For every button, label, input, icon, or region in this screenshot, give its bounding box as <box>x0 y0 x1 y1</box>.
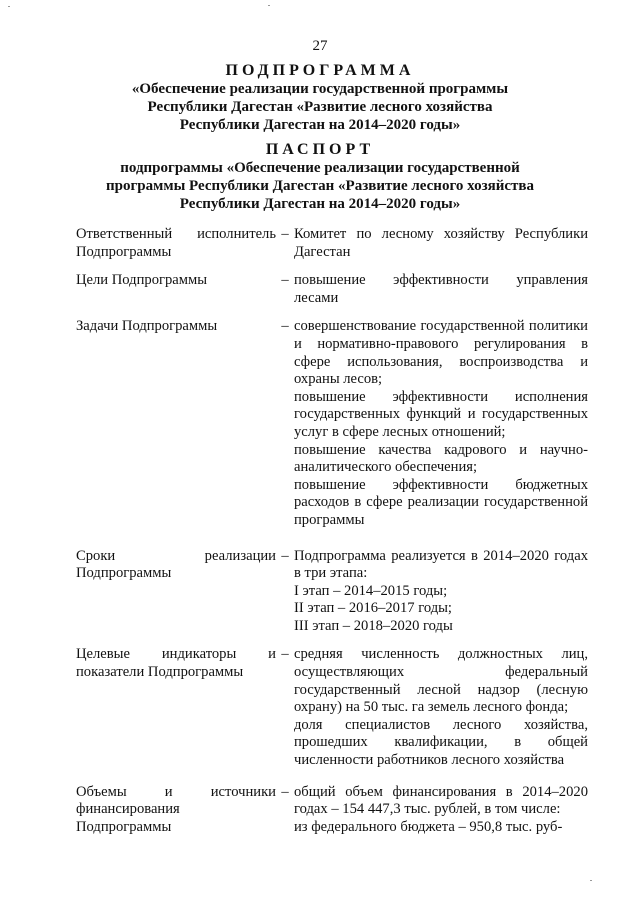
subprogram-heading <box>60 62 580 134</box>
row-value <box>294 548 588 636</box>
row-label: Объемы и источники финансирования Подпрограммы <box>76 783 276 835</box>
row-label: Целевые индикаторы и показатели Подпрограммы <box>76 646 276 681</box>
passport-heading <box>60 141 580 213</box>
row-value-paragraph: повышение эффективности управления лесами <box>294 272 588 306</box>
row-value <box>294 784 588 837</box>
row-label: Цели Подпрограммы <box>76 272 208 289</box>
passport-row <box>76 548 588 636</box>
row-value-paragraph: Комитет по лесному хозяйству Республики Дагестан <box>294 226 588 260</box>
scan-artifact <box>590 880 592 881</box>
subprogram-title-line: Республики Дагестан на 2014–2020 годы» <box>179 117 461 133</box>
row-dash: – <box>281 318 289 335</box>
row-dash: – <box>281 646 289 663</box>
passport-title-line: Республики Дагестан на 2014–2020 годы» <box>179 196 461 212</box>
row-label: Сроки реализации Подпрограммы <box>76 547 276 582</box>
row-value <box>294 318 588 529</box>
passport-table <box>76 226 588 836</box>
passport-row <box>76 784 588 837</box>
passport-row <box>76 226 588 261</box>
scan-artifact <box>8 6 10 7</box>
row-dash: – <box>281 272 289 289</box>
subprogram-title-line: Республики Дагестан «Развитие лесного хозяйства <box>147 99 493 115</box>
scan-artifact <box>268 5 270 6</box>
subprogram-title: ПОДПРОГРАММА <box>225 62 415 79</box>
passport-row <box>76 272 588 307</box>
row-value-paragraph: из федерального бюджета – 950,8 тыс. руб- <box>294 818 563 835</box>
passport-title: ПАСПОРТ <box>265 141 375 158</box>
row-value-paragraph: I этап – 2014–2015 годы; <box>294 582 448 599</box>
passport-row <box>76 318 588 529</box>
row-label: Задачи Подпрограммы <box>76 318 218 335</box>
row-value-paragraph: доля специалистов лесного хозяйства, прошедших квалификации, в общей численности работников лесного хозяйства <box>294 716 588 769</box>
row-value-paragraph: II этап – 2016–2017 годы; <box>294 600 452 617</box>
row-value-paragraph: средняя численность должностных лиц, осуществляющих федеральный государственный лесной надзор (лесную охрану) на 50 тыс. га земель лесного фонда; <box>294 646 588 716</box>
row-value-paragraph: совершенствование государственной политики и нормативно-правового регулирования в сфере использования, воспроизводства и охраны лесов; <box>294 318 588 388</box>
passport-title-line: программы Республики Дагестан «Развитие лесного хозяйства <box>106 178 534 194</box>
row-value-paragraph: Подпрограмма реализуется в 2014–2020 годах в три этапа: <box>294 547 588 582</box>
row-dash: – <box>281 226 289 242</box>
row-value-paragraph: повышение эффективности исполнения государственных функций и государственных услуг в сфере лесных отношений; <box>294 388 588 440</box>
row-value <box>294 646 588 769</box>
row-value <box>294 272 588 307</box>
row-value-paragraph: общий объем финансирования в 2014–2020 годах – 154 447,3 тыс. рублей, в том числе: <box>294 783 588 818</box>
row-value-paragraph: повышение качества кадрового и научно-аналитического обеспечения; <box>294 441 588 476</box>
row-value-paragraph: III этап – 2018–2020 годы <box>294 617 453 634</box>
row-value <box>294 226 588 261</box>
row-label: Ответственный исполнитель Подпрограммы <box>76 226 276 260</box>
passport-title-line: подпрограммы «Обеспечение реализации государственной <box>120 160 520 176</box>
row-value-paragraph: повышение эффективности бюджетных расходов в сфере реализации государственной программы <box>294 476 588 528</box>
passport-row <box>76 646 588 769</box>
row-dash: – <box>281 783 289 800</box>
subprogram-title-line: «Обеспечение реализации государственной программы <box>131 81 509 97</box>
row-dash: – <box>281 547 289 564</box>
page-number: 27 <box>312 38 328 54</box>
